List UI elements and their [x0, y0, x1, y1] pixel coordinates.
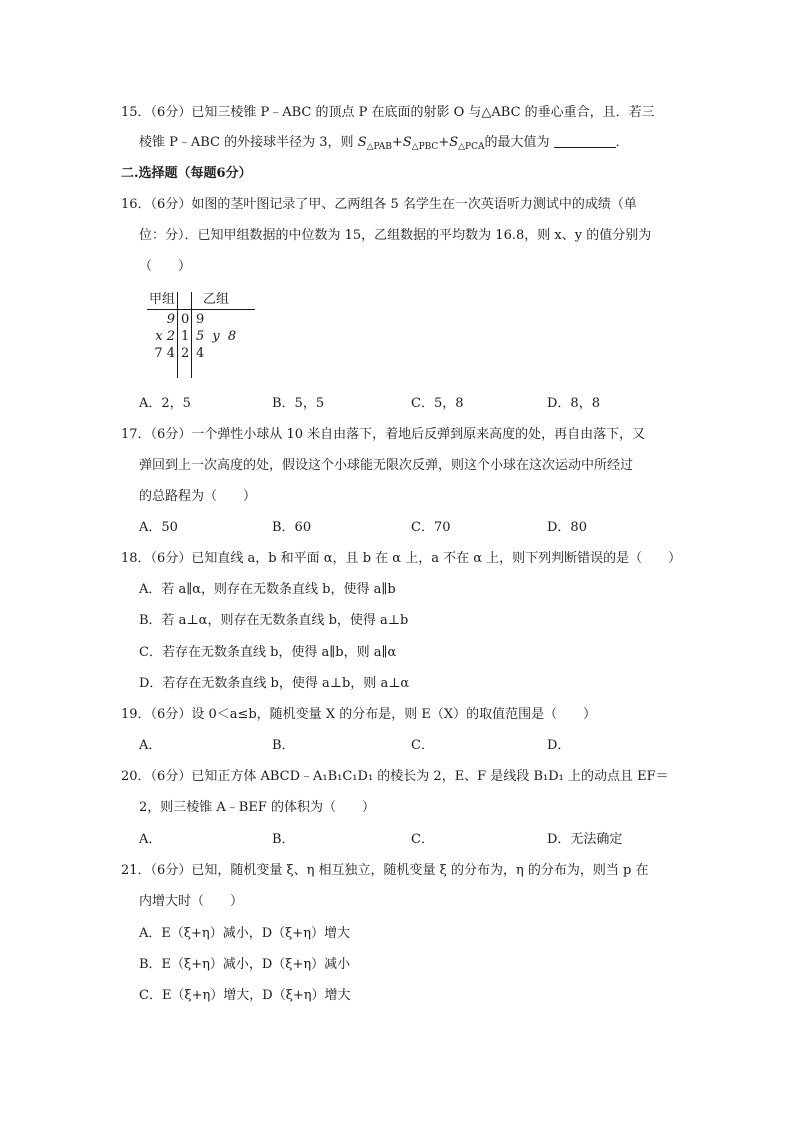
q16-option-a[interactable]: A．2，5	[139, 396, 191, 411]
q20-line2: 2，则三棱锥 A﹣BEF 的体积为（ ）	[139, 800, 375, 815]
q19-option-b[interactable]: B．	[272, 738, 295, 753]
q15-end: ．	[615, 135, 629, 150]
stem-leaf-row2-left: x 2	[155, 329, 175, 344]
q15-s2-sub: △PBC	[411, 142, 439, 152]
q16-line3: （ ）	[139, 259, 192, 274]
q18-option-b[interactable]: B．若 a⊥α，则存在无数条直线 b，使得 a⊥b	[139, 613, 409, 628]
q15-line2: 棱锥 P﹣ABC 的外接球半径为 3，则 $S_{\triangle PAB}+S_{\triangle PBC}+S_{\triangle PCA}$的最大值为 ．	[139, 135, 629, 152]
stem-leaf-row1-right: 9	[196, 312, 205, 327]
q18-option-a[interactable]: A．若 a∥α，则存在无数条直线 b，使得 a∥b	[139, 582, 396, 597]
q16-option-b[interactable]: B．5，5	[272, 396, 325, 411]
stem-leaf-row1-stem: 0	[181, 312, 190, 327]
q18-option-d[interactable]: D．若存在无数条直线 b，使得 a⊥b，则 a⊥α	[139, 676, 410, 691]
q18-line1: 18．（6分）已知直线 a，b 和平面 α，且 b 在 α 上，a 不在 α 上，则下列判断错误的是（ ）	[121, 551, 682, 566]
stem-leaf-row3-left: 7 4	[154, 346, 175, 361]
q17-line2: 弹回到上一次高度的处，假设这个小球能无限次反弹，则这个小球在这次运动中所经过	[139, 458, 634, 473]
stem-leaf-left-rule	[177, 292, 178, 378]
q21-line1: 21．（6分）已知，随机变量 ξ、η 相互独立，随机变量 ξ 的分布为，η 的分布为，则当 p 在	[121, 863, 649, 878]
q18-option-c[interactable]: C．若存在无数条直线 b，使得 a∥b，则 a∥α	[139, 645, 397, 660]
q21-line2: 内增大时（ ）	[139, 894, 244, 909]
q17-line3: 的总路程为（ ）	[139, 489, 257, 504]
stem-leaf-row2-stem: 1	[181, 329, 190, 344]
q17-option-c[interactable]: C．70	[411, 520, 451, 535]
q17-line1: 17．（6分）一个弹性小球从 10 米自由落下，着地后反弹到原来高度的处，再自由落下，又	[121, 427, 646, 442]
q15-s3: S	[449, 135, 459, 150]
q21-option-a[interactable]: A．E（ξ+η）减小，D（ξ+η）增大	[139, 926, 350, 941]
q15-answer-blank[interactable]	[554, 135, 616, 148]
q17-option-d[interactable]: D．80	[547, 520, 587, 535]
q15-s1: S	[357, 135, 367, 150]
stem-leaf-row1-left: 9	[166, 312, 175, 327]
q19-option-a[interactable]: A．	[139, 738, 162, 753]
q16-line1: 16．（6分）如图的茎叶图记录了甲、乙两组各 5 名学生在一次英语听力测试中的成绩（单	[121, 197, 637, 212]
q16-option-d[interactable]: D．8，8	[547, 396, 600, 411]
q15-line1: 15．（6分）已知三棱锥 P﹣ABC 的顶点 P 在底面的射影 O 与△ABC 的垂心重合，且．若三	[121, 105, 655, 120]
q21-option-c[interactable]: C．E（ξ+η）增大，D（ξ+η）增大	[139, 988, 351, 1003]
q20-line1: 20．（6分）已知正方体 ABCD﹣A₁B₁C₁D₁ 的棱长为 2，E、F 是线段 B₁D₁ 上的动点且 EF＝	[121, 769, 669, 784]
q15-s3-sub: △PCA	[458, 142, 485, 152]
stem-leaf-header-rule	[147, 309, 255, 310]
q20-option-a[interactable]: A．	[139, 832, 162, 847]
q20-option-c[interactable]: C．	[411, 832, 434, 847]
q17-option-a[interactable]: A．50	[139, 520, 178, 535]
q21-option-b[interactable]: B．E（ξ+η）减小，D（ξ+η）减小	[139, 957, 351, 972]
q16-option-c[interactable]: C．5，8	[411, 396, 464, 411]
stem-leaf-left-header: 甲组	[149, 292, 176, 307]
q17-option-b[interactable]: B．60	[272, 520, 312, 535]
q19-option-c[interactable]: C．	[411, 738, 434, 753]
stem-leaf-row3-right: 4	[196, 346, 205, 361]
q15-line2-suffix: 的最大值为	[484, 135, 550, 150]
stem-leaf-right-rule	[191, 292, 192, 378]
q20-option-b[interactable]: B．	[272, 832, 295, 847]
section2-title: 二.选择题（每题6分）	[121, 166, 252, 181]
stem-leaf-row3-stem: 2	[181, 346, 190, 361]
q15-line2-prefix: 棱锥 P﹣ABC 的外接球半径为 3，则	[139, 135, 358, 150]
q15-s2: S	[402, 135, 412, 150]
q19-option-d[interactable]: D．	[547, 738, 571, 753]
q16-line2: 位：分）．已知甲组数据的中位数为 15，乙组数据的平均数为 16.8，则 x、y 的值分别为	[139, 228, 652, 243]
q15-s1-sub: △PAB	[366, 142, 392, 152]
stem-leaf-row2-right: 5 y 8	[196, 329, 237, 344]
stem-leaf-diagram	[147, 292, 257, 382]
q19-line1: 19．（6分）设 0＜a≤b，随机变量 X 的分布是，则 E（X）的取值范围是（ ）	[121, 707, 597, 722]
stem-leaf-right-header: 乙组	[203, 292, 230, 307]
q20-option-d[interactable]: D．无法确定	[547, 832, 623, 847]
